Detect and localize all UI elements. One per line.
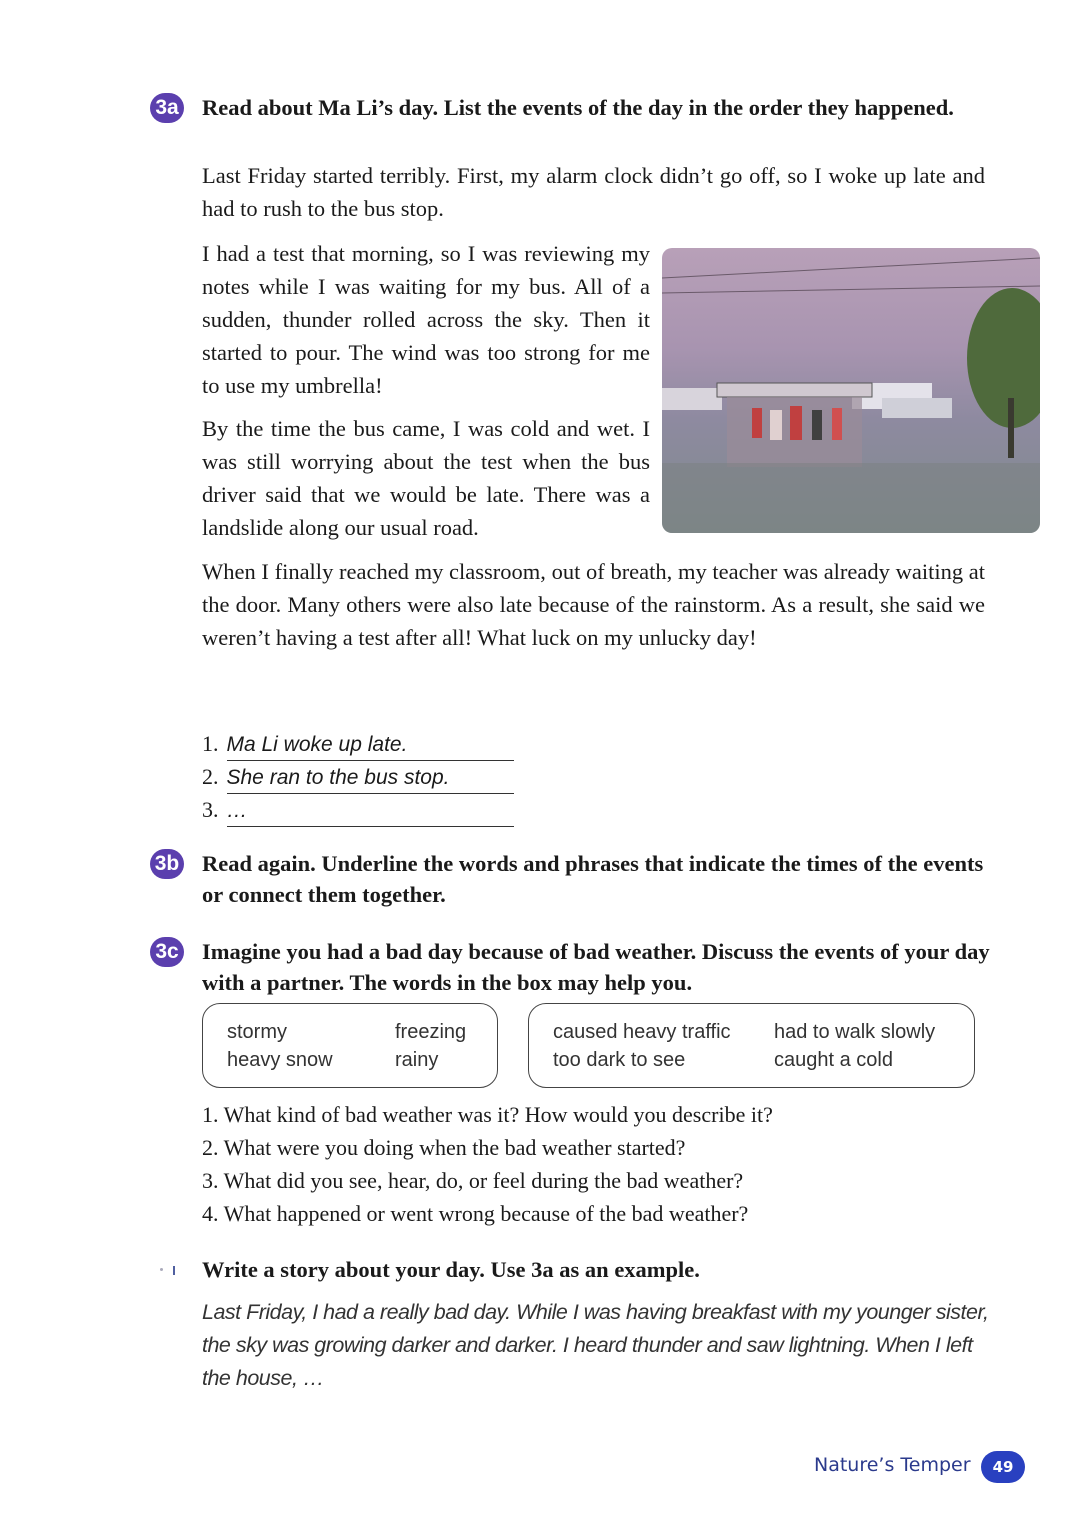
answer-1 [202, 727, 514, 761]
rainstorm-bus-stop-photo [662, 248, 1040, 533]
answer-2 [202, 760, 514, 794]
phrase: had to walk slowly [774, 1021, 936, 1043]
word: heavy snow [227, 1049, 333, 1071]
question-2: 2. What were you doing when the bad weather started? [202, 1135, 686, 1160]
paragraph-1: Last Friday started terribly. First, my alarm clock didn’t go off, so I woke up late and had to rush to the bus stop. [202, 163, 985, 221]
section-badge-3b: 3b [150, 849, 184, 879]
phrase: caught a cold [774, 1049, 893, 1071]
question-3: 3. What did you see, hear, do, or feel during the bad weather? [202, 1168, 744, 1193]
instruction-3c: Imagine you had a bad day because of bad weather. Discuss the events of your day with a partner. The words in the box may help you. [202, 939, 990, 995]
word: rainy [395, 1049, 439, 1071]
word: freezing [395, 1021, 467, 1043]
instruction-3a: Read about Ma Li’s day. List the events of the day in the order they happened. [202, 95, 954, 120]
word: stormy [227, 1021, 287, 1043]
question-4: 4. What happened or went wrong because of the bad weather? [202, 1201, 749, 1226]
story-example: Last Friday, I had a really bad day. While I was having breakfast with my younger sister, the sky was growing darker and darker. I heard thunder and saw lightning. When I left the house, … [202, 1300, 989, 1390]
paragraph-3: By the time the bus came, I was cold and wet. I was still worrying about the test when the bus driver said that we would be late. There was a landslide along our usual road. [202, 416, 650, 540]
answer-3 [202, 793, 514, 827]
answer-number: 2. [202, 764, 219, 789]
word-box-effects [528, 1003, 975, 1088]
section-badge-3c: 3c [150, 937, 184, 967]
paragraph-4: When I finally reached my classroom, out of breath, my teacher was already waiting at the door. Many others were also late because of the rainstorm. As a result, she said we weren’t having a test after all! What luck on my unlucky day! [202, 559, 985, 650]
phrase: caused heavy traffic [553, 1021, 731, 1043]
paragraph-2: I had a test that morning, so I was reviewing my notes while I was waiting for my bus. All of a sudden, thunder rolled across the sky. Then it started to pour. The wind was too strong for me to use my umbrella! [202, 241, 650, 398]
instruction-3d: Write a story about your day. Use 3a as an example. [202, 1257, 700, 1282]
page-number-badge: 49 [981, 1451, 1025, 1483]
answer-line[interactable]: … [227, 796, 514, 827]
instruction-3b: Read again. Underline the words and phrases that indicate the times of the events or connect them together. [202, 851, 984, 907]
word-box-weather [202, 1003, 498, 1088]
answer-line[interactable]: She ran to the bus stop. [227, 763, 514, 794]
faded-badge-mark [173, 1266, 175, 1275]
answer-line[interactable]: Ma Li woke up late. [227, 730, 514, 761]
answer-number: 3. [202, 797, 219, 822]
phrase: too dark to see [553, 1049, 686, 1071]
unit-title: Nature’s Temper [814, 1454, 971, 1476]
question-1: 1. What kind of bad weather was it? How would you describe it? [202, 1102, 773, 1127]
answer-number: 1. [202, 731, 219, 756]
section-badge-3a: 3a [150, 93, 184, 123]
faded-badge-mark [160, 1268, 163, 1271]
